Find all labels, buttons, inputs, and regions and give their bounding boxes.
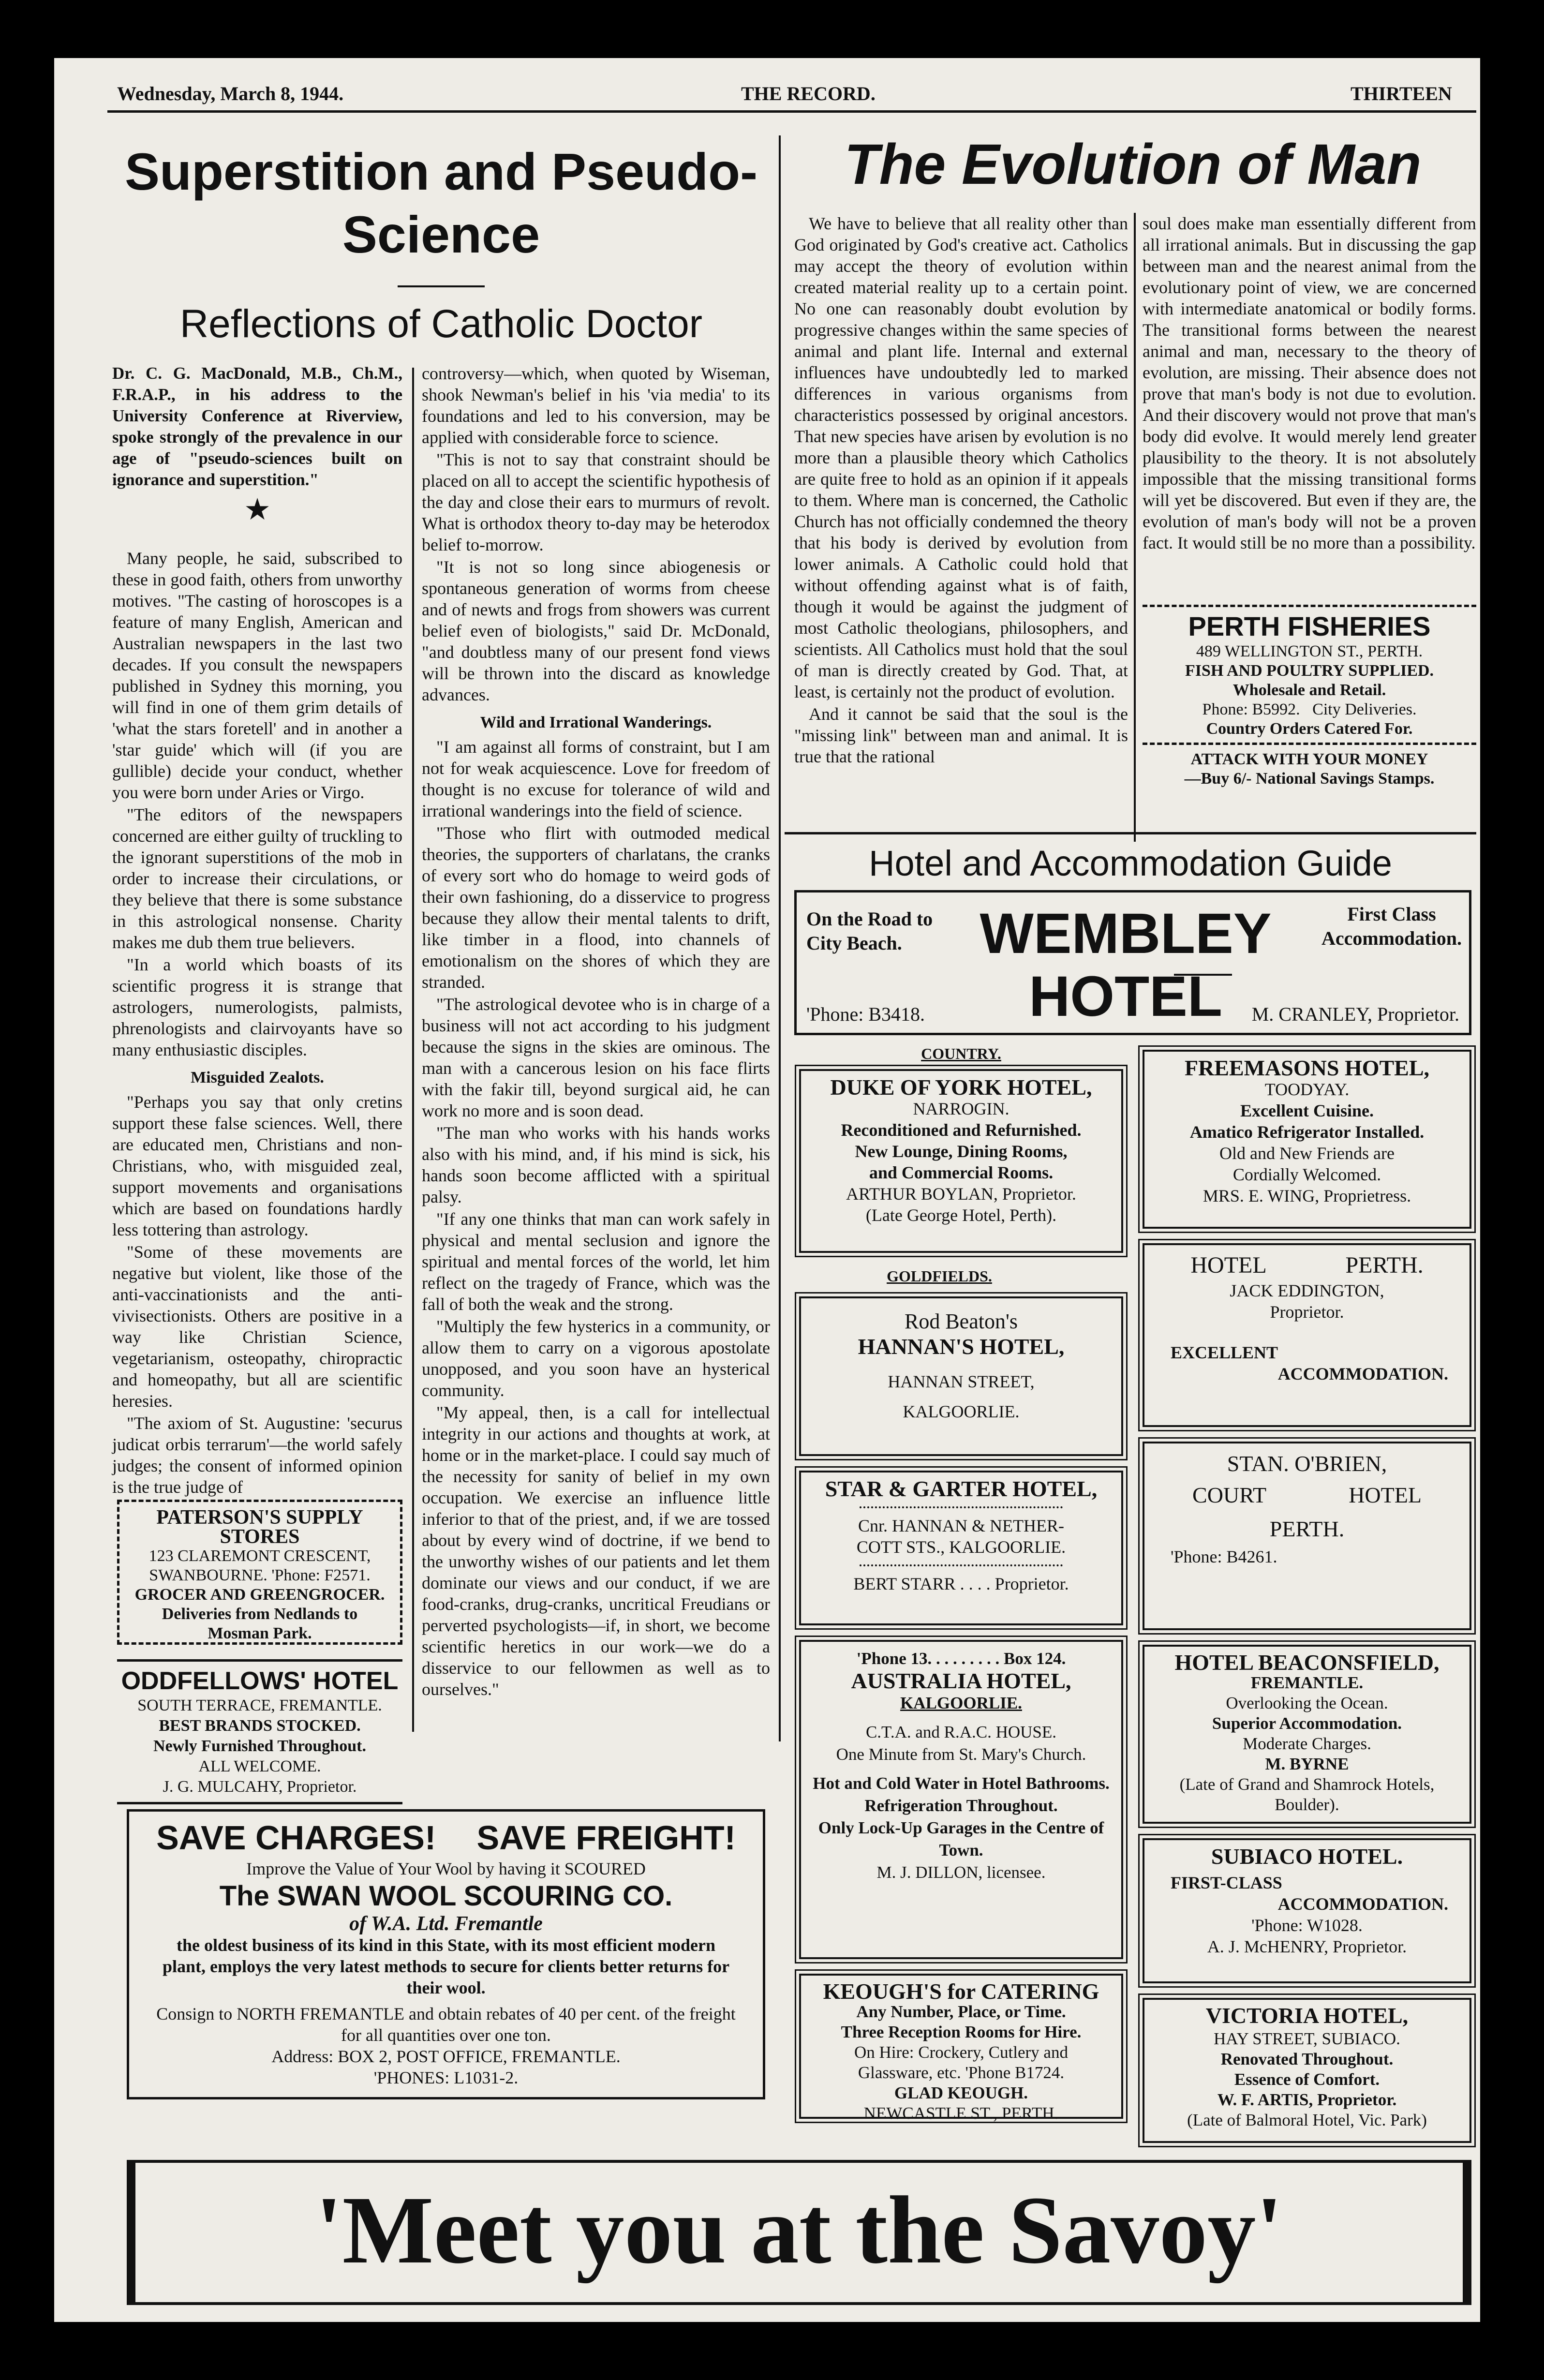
ad-proprietor: ARTHUR BOYLAN, Proprietor. (846, 1184, 1076, 1204)
article1-headline (112, 140, 770, 266)
ad-line: ALL WELCOME. (198, 1757, 321, 1775)
article1-column2 (422, 363, 770, 1701)
ad-street: HANNAN STREET, (888, 1372, 1035, 1391)
ad-line: ACCOMMODATION. (1277, 1364, 1448, 1383)
ad-name-row (1151, 1251, 1463, 1280)
ad-name: DUKE OF YORK HOTEL, (830, 1075, 1092, 1100)
article1-subtitle: Reflections of Catholic Doctor (179, 302, 703, 346)
ad-proprietor: A. J. McHENRY, Proprietor. (1207, 1937, 1407, 1956)
ad-line: BEST BRANDS STOCKED. (159, 1717, 361, 1735)
article1-title-line1: Superstition and Pseudo- (124, 142, 758, 201)
ad-name: PERTH. (1345, 1252, 1424, 1278)
ad-proprietor: M. BYRNE (1265, 1755, 1349, 1773)
ad-line: EXCELLENT (1171, 1343, 1278, 1362)
guide-rule (785, 832, 1476, 834)
ad-line: C.T.A. and R.A.C. HOUSE. (865, 1723, 1057, 1741)
paragraph: "Multiply the few hysterics in a community, or allow them to carry on a vigorous apostolate unopposed, and you soon have an hysterical community. (422, 1317, 770, 1400)
ad-line: (Late of Balmoral Hotel, Vic. Park) (1187, 2111, 1427, 2129)
article1-column-rule (412, 368, 414, 1732)
ad-line: City Deliveries. (1312, 700, 1417, 718)
ad-phone: Phone: B5992. (1202, 700, 1300, 718)
article2-column1 (794, 213, 1128, 768)
ad-town: PERTH. (1269, 1517, 1345, 1541)
paragraph: And it cannot be said that the soul is the "missing link" between man and animal. It is true that the rational (794, 704, 1128, 766)
court-hotel-ad (1143, 1442, 1471, 1630)
ad-address: 123 CLAREMONT CRESCENT, (148, 1547, 371, 1565)
ad-body: the oldest business of its kind in this State, with its most efficient modern plant, employs the very latest methods to secure for clients better returns for their wool. (162, 1935, 730, 1997)
ad-line: Any Number, Place, or Time. (856, 2002, 1066, 2021)
ad-suburb: SWANBOURNE. (149, 1566, 267, 1584)
ad-name-row (1151, 1478, 1463, 1512)
country-label: COUNTRY. (921, 1045, 1001, 1062)
ad-right: First Class Accommodation. (1321, 903, 1462, 949)
paragraph: "Those who flirt with outmoded medical theories, the supporters of charlatans, the cranks of every sort who do homage to weird gods of their own fashioning, do a disservice to progress because they allow their mental talents to drift, like timber in a flood, into channels of emotionalism on the shores of which they are stranded. (422, 823, 770, 992)
subheading: Misguided Zealots. (191, 1069, 324, 1086)
top-rule (107, 110, 1476, 113)
paragraph: "My appeal, then, is a call for intellectual integrity in our actions and thoughts at work, at home or in the market-place. I could say much of the necessity for sanity of belief in my own occupation. We exercise an influence little inferior to that of the priest, and, if we are tossed about by every wind of doctrine, if we bend to the unworthy wishes of our patients and let them dominate our views and our conduct, if we are food-cranks, drug-cranks, uncritical Freudians or perverted psychologists—if, in short, we become scientific heretics in our work—we do a disservice to our fellowmen as well as to ourselves." (422, 1403, 770, 1699)
article1-lead: Dr. C. G. MacDonald, M.B., Ch.M., F.R.A.P., in his address to the University Conference at Riverview, spoke strongly of the prevalence in our age of "pseudo-sciences built on ignorance and superstition." (112, 364, 402, 489)
ad-line: ATTACK WITH YOUR MONEY (1190, 750, 1428, 768)
ad-line: (Late of Grand and Shamrock Hotels, Boulder). (1179, 1775, 1435, 1814)
ad-name: The SWAN WOOL SCOURING CO. (219, 1880, 673, 1912)
ad-proprietor: J. G. MULCAHY, Proprietor. (163, 1778, 357, 1796)
ad-trade: GROCER AND GREENGROCER. (134, 1586, 385, 1604)
ad-line: Hot and Cold Water in Hotel Bathrooms. (813, 1774, 1110, 1793)
ad-proprietor: M. CRANLEY, Proprietor. (1251, 1003, 1459, 1025)
ad-line: Refrigeration Throughout. (864, 1796, 1058, 1815)
ad-address: COTT STS., KALGOORLIE. (856, 1537, 1066, 1557)
patersons-ad (117, 1500, 402, 1645)
paper-name: THE RECORD. (741, 83, 876, 104)
ad-name: HOTEL (1349, 1483, 1422, 1507)
duke-of-york-ad (799, 1069, 1123, 1253)
paragraph: soul does make man essentially different from all irrational animals. But in discussing the gap between man and the nearest animal from the evolutionary point of view, we are concerned with intermediate anatomical or bodily forms. The transitional forms between the nearest animal and man, necessary to the theory of evolution, are missing. Their absence does not prove that man's body is not due to evolution. And their discovery would not prove that man's body did evolve. It would merely lend greater plausibility to the theory. It is not absolutely impossible that the missing transitional forms will yet be discovered. But even if they are, the evolution of man's body will not be a proven fact. It would still be no more than a possibility. (1143, 214, 1476, 552)
ad-name: HOTEL (1190, 1252, 1267, 1278)
ad-name: ODDFELLOWS' HOTEL (121, 1667, 399, 1695)
star-garter-ad (799, 1471, 1123, 1625)
ad-line: (Late George Hotel, Perth). (865, 1205, 1057, 1225)
ad-name: PERTH FISHERIES (1188, 611, 1431, 641)
ad-headline-row (136, 1817, 756, 1858)
goldfields-label: GOLDFIELDS. (887, 1267, 992, 1285)
ad-name: COURT (1192, 1483, 1267, 1507)
article1-title-line2: Science (342, 205, 540, 264)
wembley-ad (794, 890, 1471, 1035)
paragraph: "It is not so long since abiogenesis or spontaneous generation of worms from cheese and of newts and frogs from showers was current belief even of biologists," said Dr. McDonald, "and doubtless many of our present fond views will be thrown into the discard as knowledge advances. (422, 557, 770, 704)
subheading: Wild and Irrational Wanderings. (480, 714, 712, 731)
ad-line: Three Reception Rooms for Hire. (841, 2023, 1082, 2041)
ad-consign: Consign to NORTH FREMANTLE and obtain rebates of 40 per cent. of the freight for all quantities over one ton. (156, 2004, 736, 2045)
ad-name: PATERSON'S SUPPLY STORES (156, 1506, 363, 1548)
article1-column1 (112, 363, 402, 1499)
ad-line: Improve the Value of Your Wool by having it SCOURED (246, 1859, 646, 1878)
hotel-perth-ad (1143, 1243, 1471, 1427)
newspaper-page (54, 58, 1480, 2322)
ad-line: Superior Accommodation. (1212, 1714, 1402, 1733)
paragraph: "In a world which boasts of its scientific progress it is strange that astrologers, numerologists, palmists, phrenologists and clairvoyants have so many enthusiastic disciples. (112, 955, 402, 1059)
ad-address: Cnr. HANNAN & NETHER- (858, 1516, 1064, 1535)
ad-line: Wholesale and Retail. (1232, 681, 1386, 699)
ad-line: Amatico Refrigerator Installed. (1189, 1122, 1425, 1142)
ad-proprietor: MRS. E. WING, Proprietress. (1203, 1186, 1411, 1205)
ad-name: VICTORIA HOTEL, (1205, 2003, 1409, 2028)
ad-line: Excellent Cuisine. (1240, 1101, 1374, 1120)
ad-role: Proprietor. (1270, 1302, 1344, 1322)
ad-phone: 'PHONES: L1031-2. (373, 2068, 519, 2087)
ad-line: Newly Furnished Throughout. (153, 1737, 366, 1755)
ad-line: Country Orders Catered For. (1206, 720, 1413, 738)
issue-date: Wednesday, March 8, 1944. (117, 83, 344, 104)
ad-line: Renovated Throughout. (1220, 2050, 1394, 2068)
star-icon: ★ (244, 493, 271, 526)
ad-line: ACCOMMODATION. (1277, 1894, 1448, 1914)
ad-proprietor: GLAD KEOUGH. (894, 2083, 1028, 2102)
article2-title: The Evolution of Man (844, 133, 1422, 196)
savings-ad (1143, 750, 1476, 788)
ad-name: HOTEL BEACONSFIELD, (1174, 1650, 1440, 1675)
ad-proprietor: W. F. ARTIS, Proprietor. (1217, 2090, 1397, 2109)
ad-line: On Hire: Crockery, Cutlery and (854, 2043, 1068, 2062)
ad-rule (860, 1564, 1063, 1566)
headline-rule (398, 285, 485, 287)
ad-headline: SAVE CHARGES! (156, 1819, 436, 1857)
australia-hotel-ad (799, 1640, 1123, 1959)
ad-owner: STAN. O'BRIEN, (1227, 1451, 1387, 1476)
paragraph: controversy—which, when quoted by Wiseman, shook Newman's belief in his 'via media' to its foundations and led to his conversion, may be applied with considerable force to science. (422, 364, 770, 447)
ad-phone: 'Phone B1724. (965, 2063, 1065, 2082)
ad-owner: JACK EDDINGTON, (1230, 1281, 1384, 1300)
ad-owner: Rod Beaton's (904, 1309, 1018, 1333)
ad-town: FREMANTLE. (1250, 1673, 1364, 1692)
ad-line: One Minute from St. Mary's Church. (836, 1745, 1086, 1764)
ad-phone: 'Phone 13. . . . . . . . . Box 124. (856, 1649, 1066, 1668)
ad-proprietor: M. J. DILLON, licensee. (876, 1863, 1046, 1882)
column-divider (779, 135, 781, 1741)
paragraph: "If any one thinks that man can work safely in physical and mental seclusion and ignore the spiritual and mental forces of the world, let him reflect on the tragedy of France, which was the fall of both the weak and the strong. (422, 1209, 770, 1314)
oddfellows-ad (117, 1659, 402, 1804)
ad-left: On the Road to City Beach. (806, 908, 933, 954)
ad-address: SOUTH TERRACE, FREMANTLE. (137, 1696, 382, 1714)
ad-line: Overlooking the Ocean. (1226, 1694, 1388, 1712)
ad-headline: SAVE FREIGHT! (476, 1819, 736, 1857)
subiaco-ad (1143, 1838, 1471, 1983)
ad-town: KALGOORLIE. (903, 1402, 1020, 1421)
ad-name: AUSTRALIA HOTEL, (851, 1668, 1071, 1693)
beaconsfield-ad (1143, 1645, 1471, 1824)
paragraph: "I am against all forms of constraint, but I am not for weak acquiescence. Love for freedom of thought is no excuse for tolerance of wild and irrational wanderings into the field of science. (422, 737, 770, 820)
paragraph: "The editors of the newspapers concerned are either guilty of truckling to the ignorant superstitions of the mob in order to increase their circulations, or they believe that there is some substance in this astrological nonsense. Charity makes me dub them true believers. (112, 805, 402, 952)
ad-line: Cordially Welcomed. (1232, 1165, 1381, 1184)
paragraph: We have to believe that all reality other than God originated by God's creative act. Catholics may accept the theory of evolution within created material reality up to a certain point. No one can reasonably doubt evolution by progressive changes within the same species of animal and plant life. Internal and external influences have undoubtedly led to marked differences in various organisms from characteristics possessed by original ancestors. That new species have arisen by evolution is no more than a plausible theory which Catholics are quite free to hold as an opinion if it appeals to them. Where man is concerned, the Catholic Church has not officially condemned the theory that his body is derived by evolution from lower animals. A Catholic could hold that without offending against what is of faith, though it would be against the judgment of most Catholic theologians, philosophers, and scientists. All Catholics must hold that the soul of man is directly created by God. That, at least, is certainly not the product of evolution. (794, 214, 1128, 701)
article2-column-rule (1134, 213, 1136, 842)
paragraph: "This is not to say that constraint should be placed on all to accept the scientific hypothesis of the day and close their ears to murmurs of revolt. What is orthodox theory to-day may be heterodox belief to-morrow. (422, 450, 770, 554)
savoy-banner: 'Meet you at the Savoy' (127, 2160, 1471, 2305)
ad-line: and Commercial Rooms. (869, 1163, 1054, 1182)
ad-rule (860, 1506, 1063, 1508)
ad-town: NARROGIN. (913, 1099, 1010, 1118)
ad-phone: 'Phone: B3418. (806, 1003, 925, 1025)
ad-phone: 'Phone: F2571. (271, 1566, 371, 1584)
ad-line: Deliveries from Nedlands to (162, 1605, 358, 1623)
hannans-ad (799, 1296, 1123, 1456)
ad-proprietor: BERT STARR . . . . Proprietor. (853, 1574, 1069, 1593)
ad-phone: 'Phone: W1028. (1251, 1916, 1363, 1935)
ad-name: HANNAN'S HOTEL, (858, 1334, 1065, 1359)
paragraph: Many people, he said, subscribed to these in good faith, others from unworthy motives. "The casting of horoscopes is a feature of many English, American and Australian newspapers in the last two decades. If you consult the newspapers published in Sydney this morning, you will find in one of them grim details of 'what the stars foretell' and in another a 'star guide' which will (if you are gullible) decide your conduct, whether you were born under Aries or Virgo. (112, 549, 402, 802)
perth-fisheries-ad (1143, 605, 1476, 745)
keoughs-ad (799, 1974, 1123, 2123)
ad-name: STAR & GARTER HOTEL, (825, 1476, 1098, 1501)
ad-name: WEMBLEY HOTEL (980, 902, 1272, 1028)
ad-name: FREEMASONS HOTEL, (1184, 1056, 1430, 1080)
ad-address: Address: BOX 2, POST OFFICE, FREMANTLE. (271, 2047, 621, 2066)
article2-column2 (1143, 213, 1476, 554)
ad-line: Reconditioned and Refurnished. (841, 1120, 1082, 1140)
freemasons-ad (1143, 1050, 1471, 1229)
ad-sub: of W.A. Ltd. Fremantle (349, 1913, 543, 1935)
ad-rule (1174, 974, 1232, 976)
ad-street: HAY STREET, SUBIACO. (1214, 2029, 1400, 2048)
ad-line: Old and New Friends are (1219, 1144, 1395, 1163)
folio-line (112, 77, 1480, 111)
ad-line: FISH AND POULTRY SUPPLIED. (1185, 662, 1434, 680)
ad-line: Mosman Park. (208, 1624, 312, 1642)
ad-line: New Lounge, Dining Rooms, (855, 1142, 1068, 1161)
ad-line: Essence of Comfort. (1234, 2070, 1380, 2089)
ad-address: 489 WELLINGTON ST., PERTH. (1196, 642, 1423, 660)
guide-title: Hotel and Accommodation Guide (869, 843, 1392, 883)
ad-name: SUBIACO HOTEL. (1211, 1844, 1403, 1869)
paragraph: "The man who works with his hands works also with his mind, and, if his mind is sick, his hands soon become afflicted with a spiritual palsy. (422, 1123, 770, 1206)
ad-town: TOODYAY. (1264, 1080, 1350, 1099)
paragraph: "Perhaps you say that only cretins support these false sciences. Well, there are educated men, Christians and non-Christians, who, with misguided zeal, support movements and organisations which are based on foundations hardly less tottering than astrology. (112, 1092, 402, 1239)
ad-line: Moderate Charges. (1243, 1734, 1371, 1753)
ad-phone: 'Phone: B4261. (1171, 1547, 1277, 1566)
ad-address: NEWCASTLE ST., PERTH. (863, 2104, 1059, 2123)
paragraph: "Some of these movements are negative but violent, like those of the anti-vaccinationists and the anti-vivisectionists. Others are positive in a way like Christian Science, vegetarianism, osteopathy, chiropractic and homeopathy, but all are scientific heresies. (112, 1242, 402, 1411)
ad-line: —Buy 6/- National Savings Stamps. (1184, 770, 1435, 788)
page-number: THIRTEEN (1351, 83, 1452, 104)
paragraph: "The astrological devotee who is in charge of a business will not act according to his judgment because the signs in the skies are ominous. The man with a cancerous lesion on his face flirts with the fakir till, beyond surgical aid, he can work no more and is soon dead. (422, 995, 770, 1120)
ad-line: Only Lock-Up Garages in the Centre of Town. (818, 1818, 1104, 1859)
victoria-hotel-ad (1143, 1998, 1471, 2143)
ad-line: FIRST-CLASS (1171, 1873, 1282, 1892)
ad-town: KALGOORLIE. (900, 1694, 1022, 1712)
paragraph: "The axiom of St. Augustine: 'securus judicat orbis terrarum'—the world safely judges; the consent of informed opinion is the true judge of (112, 1413, 402, 1497)
ad-line: Glassware, etc. (858, 2063, 961, 2082)
swan-wool-ad (127, 1809, 765, 2099)
ad-name: KEOUGH'S for CATERING (823, 1979, 1099, 2004)
